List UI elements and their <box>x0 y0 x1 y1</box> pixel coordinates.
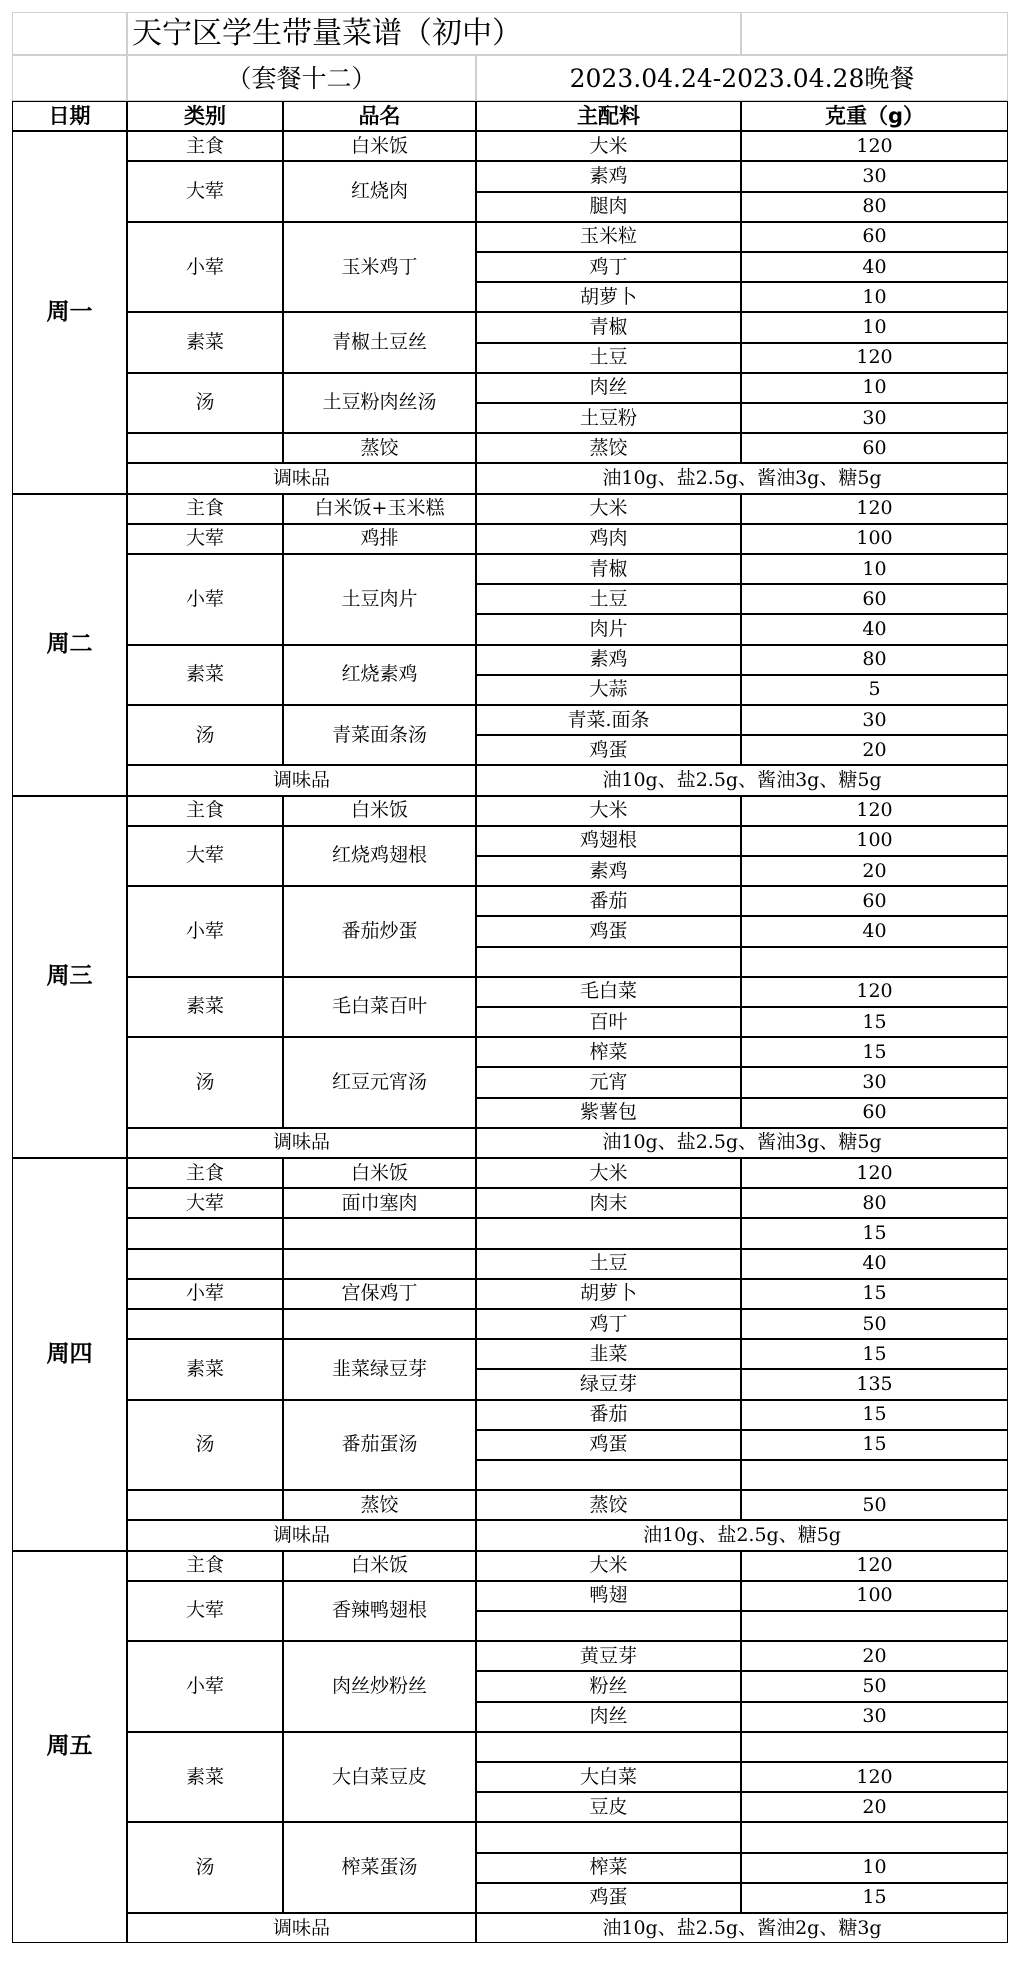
ingredient-cell: 青菜.面条 <box>476 705 741 735</box>
ingredient-cell: 大米 <box>476 796 741 826</box>
dish-category: 素菜 <box>127 1732 283 1823</box>
dish-category <box>127 1309 283 1339</box>
ingredient-cell: 肉片 <box>476 614 741 644</box>
weight-cell: 100 <box>741 1581 1008 1611</box>
weight-cell: 80 <box>741 1188 1008 1218</box>
weight-cell: 40 <box>741 1249 1008 1279</box>
weight-cell: 60 <box>741 886 1008 916</box>
dish-category <box>127 433 283 463</box>
weight-cell: 15 <box>741 1339 1008 1369</box>
dish-name: 榨菜蛋汤 <box>283 1822 476 1913</box>
ingredient-cell: 胡萝卜 <box>476 1279 741 1309</box>
weight-cell: 100 <box>741 826 1008 856</box>
weight-cell <box>741 1822 1008 1852</box>
weight-cell: 20 <box>741 856 1008 886</box>
seasoning-label: 调味品 <box>127 1520 476 1550</box>
weight-cell: 10 <box>741 554 1008 584</box>
day-label: 周三 <box>12 796 127 1158</box>
dish-name: 白米饭 <box>283 131 476 161</box>
weight-cell: 10 <box>741 312 1008 342</box>
dish-name: 毛白菜百叶 <box>283 977 476 1037</box>
weight-cell <box>741 947 1008 977</box>
ingredient-cell: 鸡肉 <box>476 524 741 554</box>
dish-category: 汤 <box>127 1400 283 1491</box>
ingredient-cell: 韭菜 <box>476 1339 741 1369</box>
dish-name <box>283 1218 476 1248</box>
weight-cell: 10 <box>741 282 1008 312</box>
dish-category: 大荤 <box>127 1581 283 1641</box>
dish-category <box>127 1490 283 1520</box>
blank-cell <box>12 12 127 55</box>
dish-category: 大荤 <box>127 524 283 554</box>
weight-cell <box>741 1732 1008 1762</box>
day-label: 周二 <box>12 494 127 796</box>
weight-cell: 20 <box>741 735 1008 765</box>
dish-name: 土豆肉片 <box>283 554 476 645</box>
weight-cell: 80 <box>741 192 1008 222</box>
ingredient-cell: 百叶 <box>476 1007 741 1037</box>
ingredient-cell: 紫薯包 <box>476 1098 741 1128</box>
weight-cell: 120 <box>741 131 1008 161</box>
weight-cell: 120 <box>741 1158 1008 1188</box>
weight-cell: 60 <box>741 584 1008 614</box>
ingredient-cell: 鸡蛋 <box>476 1430 741 1460</box>
weight-cell: 50 <box>741 1309 1008 1339</box>
ingredient-cell: 大米 <box>476 1158 741 1188</box>
dish-name: 土豆粉肉丝汤 <box>283 373 476 433</box>
header-dish: 品名 <box>283 101 476 131</box>
weight-cell: 100 <box>741 524 1008 554</box>
weight-cell: 120 <box>741 796 1008 826</box>
dish-category: 素菜 <box>127 645 283 705</box>
dish-name: 香辣鸭翅根 <box>283 1581 476 1641</box>
ingredient-cell: 腿肉 <box>476 192 741 222</box>
header-category: 类别 <box>127 101 283 131</box>
weight-cell: 30 <box>741 1067 1008 1097</box>
ingredient-cell: 肉丝 <box>476 373 741 403</box>
date-range: 2023.04.24-2023.04.28晚餐 <box>476 55 1008 101</box>
dish-category <box>127 1249 283 1279</box>
ingredient-cell: 元宵 <box>476 1067 741 1097</box>
weight-cell: 120 <box>741 343 1008 373</box>
dish-category: 素菜 <box>127 312 283 372</box>
dish-category: 小荤 <box>127 554 283 645</box>
ingredient-cell: 鸡丁 <box>476 1309 741 1339</box>
weight-cell: 40 <box>741 916 1008 946</box>
dish-category: 大荤 <box>127 161 283 221</box>
weight-cell <box>741 1460 1008 1490</box>
ingredient-cell: 胡萝卜 <box>476 282 741 312</box>
ingredient-cell: 鸡蛋 <box>476 916 741 946</box>
ingredient-cell: 素鸡 <box>476 856 741 886</box>
ingredient-cell: 土豆 <box>476 343 741 373</box>
weight-cell: 60 <box>741 1098 1008 1128</box>
weight-cell <box>741 1611 1008 1641</box>
weight-cell: 5 <box>741 675 1008 705</box>
seasoning-label: 调味品 <box>127 1128 476 1158</box>
ingredient-cell: 粉丝 <box>476 1671 741 1701</box>
header-weight: 克重（g） <box>741 101 1008 131</box>
weight-cell: 135 <box>741 1369 1008 1399</box>
dish-category: 大荤 <box>127 826 283 886</box>
weight-cell: 60 <box>741 433 1008 463</box>
ingredient-cell: 番茄 <box>476 1400 741 1430</box>
dish-name: 蒸饺 <box>283 1490 476 1520</box>
dish-category: 大荤 <box>127 1188 283 1218</box>
blank-cell <box>741 12 1008 55</box>
seasoning-label: 调味品 <box>127 1913 476 1943</box>
ingredient-cell: 土豆粉 <box>476 403 741 433</box>
dish-name: 鸡排 <box>283 524 476 554</box>
dish-name: 韭菜绿豆芽 <box>283 1339 476 1399</box>
ingredient-cell: 番茄 <box>476 886 741 916</box>
ingredient-cell: 绿豆芽 <box>476 1369 741 1399</box>
weight-cell: 60 <box>741 222 1008 252</box>
dish-category: 主食 <box>127 1158 283 1188</box>
dish-category: 主食 <box>127 131 283 161</box>
dish-category: 主食 <box>127 1551 283 1581</box>
ingredient-cell <box>476 947 741 977</box>
ingredient-cell: 蒸饺 <box>476 1490 741 1520</box>
blank-cell <box>12 55 127 101</box>
dish-name: 蒸饺 <box>283 433 476 463</box>
dish-category: 素菜 <box>127 1339 283 1399</box>
weight-cell: 120 <box>741 1551 1008 1581</box>
ingredient-cell: 豆皮 <box>476 1792 741 1822</box>
weight-cell: 15 <box>741 1400 1008 1430</box>
ingredient-cell: 鸡翅根 <box>476 826 741 856</box>
dish-name: 大白菜豆皮 <box>283 1732 476 1823</box>
seasoning-value: 油10g、盐2.5g、酱油2g、糖3g <box>476 1913 1008 1943</box>
dish-name: 青菜面条汤 <box>283 705 476 765</box>
seasoning-value: 油10g、盐2.5g、酱油3g、糖5g <box>476 765 1008 795</box>
ingredient-cell: 大米 <box>476 131 741 161</box>
dish-name: 肉丝炒粉丝 <box>283 1641 476 1732</box>
day-label: 周一 <box>12 131 127 493</box>
dish-category: 汤 <box>127 373 283 433</box>
weight-cell: 30 <box>741 161 1008 191</box>
ingredient-cell <box>476 1732 741 1762</box>
seasoning-label: 调味品 <box>127 765 476 795</box>
ingredient-cell: 蒸饺 <box>476 433 741 463</box>
dish-category: 主食 <box>127 796 283 826</box>
dish-name: 白米饭 <box>283 796 476 826</box>
ingredient-cell: 榨菜 <box>476 1037 741 1067</box>
weight-cell: 15 <box>741 1430 1008 1460</box>
dish-name: 面巾塞肉 <box>283 1188 476 1218</box>
ingredient-cell: 鸭翅 <box>476 1581 741 1611</box>
dish-name: 红烧鸡翅根 <box>283 826 476 886</box>
weight-cell: 20 <box>741 1641 1008 1671</box>
ingredient-cell: 鸡丁 <box>476 252 741 282</box>
dish-category: 小荤 <box>127 1641 283 1732</box>
weight-cell: 50 <box>741 1490 1008 1520</box>
weight-cell: 15 <box>741 1007 1008 1037</box>
weight-cell: 40 <box>741 614 1008 644</box>
dish-category: 小荤 <box>127 886 283 977</box>
ingredient-cell: 肉末 <box>476 1188 741 1218</box>
header-ingredient: 主配料 <box>476 101 741 131</box>
ingredient-cell: 鸡蛋 <box>476 1883 741 1913</box>
ingredient-cell: 黄豆芽 <box>476 1641 741 1671</box>
weight-cell: 40 <box>741 252 1008 282</box>
weight-cell: 30 <box>741 1702 1008 1732</box>
ingredient-cell: 肉丝 <box>476 1702 741 1732</box>
weight-cell: 120 <box>741 977 1008 1007</box>
page-title: 天宁区学生带量菜谱（初中） <box>127 12 741 55</box>
weight-cell: 80 <box>741 645 1008 675</box>
seasoning-value: 油10g、盐2.5g、酱油3g、糖5g <box>476 1128 1008 1158</box>
seasoning-label: 调味品 <box>127 463 476 493</box>
ingredient-cell: 土豆 <box>476 1249 741 1279</box>
ingredient-cell <box>476 1218 741 1248</box>
dish-category <box>127 1218 283 1248</box>
dish-category: 汤 <box>127 1037 283 1128</box>
header-date: 日期 <box>12 101 127 131</box>
menu-set-label: （套餐十二） <box>127 55 476 101</box>
dish-name: 白米饭+玉米糕 <box>283 494 476 524</box>
weight-cell: 10 <box>741 373 1008 403</box>
weight-cell: 15 <box>741 1883 1008 1913</box>
weight-cell: 30 <box>741 403 1008 433</box>
dish-name: 宫保鸡丁 <box>283 1279 476 1309</box>
weight-cell: 50 <box>741 1671 1008 1701</box>
dish-name: 白米饭 <box>283 1551 476 1581</box>
ingredient-cell: 大米 <box>476 494 741 524</box>
ingredient-cell <box>476 1460 741 1490</box>
ingredient-cell: 素鸡 <box>476 161 741 191</box>
dish-category: 汤 <box>127 705 283 765</box>
dish-category: 主食 <box>127 494 283 524</box>
ingredient-cell: 大蒜 <box>476 675 741 705</box>
day-label: 周五 <box>12 1551 127 1944</box>
ingredient-cell <box>476 1822 741 1852</box>
ingredient-cell: 鸡蛋 <box>476 735 741 765</box>
dish-name: 玉米鸡丁 <box>283 222 476 313</box>
dish-name: 青椒土豆丝 <box>283 312 476 372</box>
dish-name <box>283 1249 476 1279</box>
seasoning-value: 油10g、盐2.5g、酱油3g、糖5g <box>476 463 1008 493</box>
dish-category: 素菜 <box>127 977 283 1037</box>
ingredient-cell: 土豆 <box>476 584 741 614</box>
dish-category: 汤 <box>127 1822 283 1913</box>
dish-name: 番茄蛋汤 <box>283 1400 476 1491</box>
weight-cell: 20 <box>741 1792 1008 1822</box>
ingredient-cell: 素鸡 <box>476 645 741 675</box>
weight-cell: 15 <box>741 1218 1008 1248</box>
ingredient-cell: 大白菜 <box>476 1762 741 1792</box>
weight-cell: 120 <box>741 494 1008 524</box>
ingredient-cell: 玉米粒 <box>476 222 741 252</box>
ingredient-cell <box>476 1611 741 1641</box>
ingredient-cell: 青椒 <box>476 554 741 584</box>
weight-cell: 15 <box>741 1279 1008 1309</box>
weight-cell: 120 <box>741 1762 1008 1792</box>
weight-cell: 30 <box>741 705 1008 735</box>
dish-name: 番茄炒蛋 <box>283 886 476 977</box>
day-label: 周四 <box>12 1158 127 1551</box>
ingredient-cell: 青椒 <box>476 312 741 342</box>
dish-category: 小荤 <box>127 1279 283 1309</box>
dish-name: 红烧素鸡 <box>283 645 476 705</box>
ingredient-cell: 毛白菜 <box>476 977 741 1007</box>
weight-cell: 15 <box>741 1037 1008 1067</box>
dish-category: 小荤 <box>127 222 283 313</box>
dish-name: 红豆元宵汤 <box>283 1037 476 1128</box>
seasoning-value: 油10g、盐2.5g、糖5g <box>476 1520 1008 1550</box>
ingredient-cell: 大米 <box>476 1551 741 1581</box>
dish-name <box>283 1309 476 1339</box>
weight-cell: 10 <box>741 1853 1008 1883</box>
ingredient-cell: 榨菜 <box>476 1853 741 1883</box>
dish-name: 白米饭 <box>283 1158 476 1188</box>
dish-name: 红烧肉 <box>283 161 476 221</box>
